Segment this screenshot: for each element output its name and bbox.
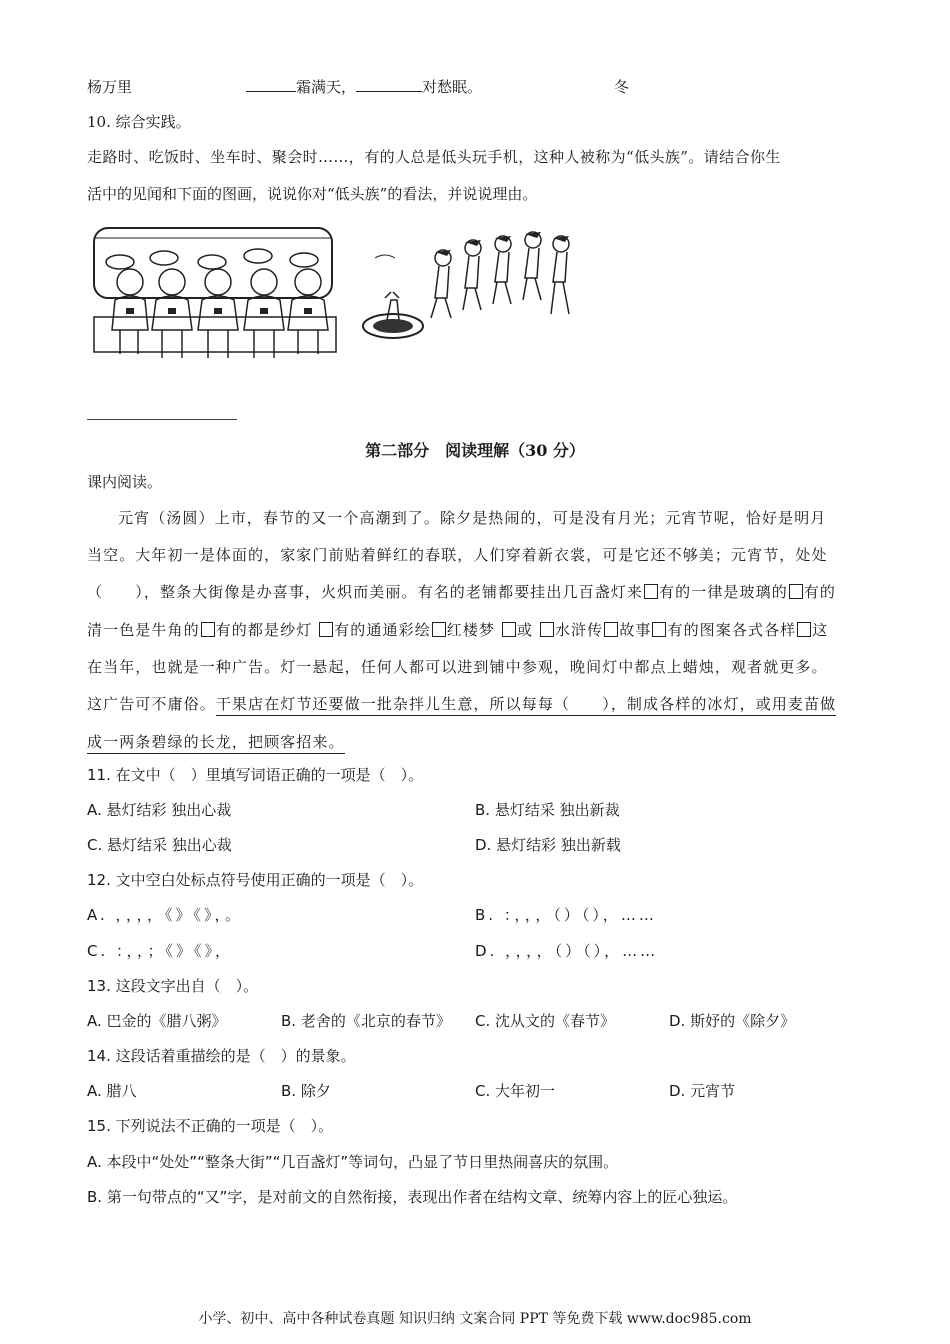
reading-label: 课内阅读。 (87, 473, 163, 491)
passage-line-4i: 这 (812, 621, 829, 639)
q9-part1: 霜满天， (296, 78, 357, 96)
q9-author: 杨万里 (87, 78, 133, 96)
q15-option-a[interactable]: A. 本段中“处处”“整条大街”“几百盏灯”等词句，凸显了节日里热闹喜庆的氛围。 (87, 1153, 619, 1171)
punct-box-2[interactable] (789, 584, 803, 599)
passage-line-1: 元宵（汤圆）上市，春节的又一个高潮到了。除夕是热闹的，可是没有月光；元宵节呢，恰好是明月 (118, 509, 827, 527)
passage-line-4c: 有的通通彩绘 (334, 621, 431, 639)
q14-option-b[interactable]: B. 除夕 (281, 1082, 331, 1100)
q12-option-d[interactable]: D. ，，，，（）（），…… (475, 942, 659, 960)
q13-option-d[interactable]: D. 斯妤的《除夕》 (669, 1012, 796, 1030)
q9-part2: 对愁眠。 (422, 78, 483, 96)
phone-people-train-illustration (90, 222, 340, 362)
q13-stem: 13. 这段文字出自（ ）。 (87, 977, 259, 995)
punct-box-3[interactable] (201, 622, 215, 637)
q10-line1: 走路时、吃饭时、坐车时、聚会时……，有的人总是低头玩手机，这种人被称为“低头族”。请结合你生 (87, 148, 781, 166)
passage-line-4d: 红楼梦 (446, 621, 496, 639)
punct-box-8[interactable] (604, 622, 618, 637)
q12-option-a[interactable]: A. ，，，，《》《》，。 (87, 906, 244, 924)
q14-option-c[interactable]: C. 大年初一 (475, 1082, 556, 1100)
section-separator (87, 419, 237, 420)
passage-line-2: 当空。大年初一是体面的，家家门前贴着鲜红的春联，人们穿着新衣裳，可是它还不够美；元宵节，处处 (87, 546, 828, 564)
q9-answer-row (87, 77, 132, 97)
q15-option-b[interactable]: B. 第一句带点的“又”字，是对前文的自然衔接，表现出作者在结构文章、统筹内容上的匠心独运。 (87, 1188, 738, 1206)
page-footer: 小学、初中、高中各种试卷真题 知识归纳 文案合同 PPT 等免费下载 www.doc985.com (198, 1311, 752, 1327)
q14-stem: 14. 这段话着重描绘的是（ ）的景象。 (87, 1047, 356, 1065)
q12-stem: 12. 文中空白处标点符号使用正确的一项是（ ）。 (87, 871, 424, 889)
passage-line-4e: 或 (516, 621, 534, 639)
q13-option-b[interactable]: B. 老舍的《北京的春节》 (281, 1012, 451, 1030)
phone-people-manhole-illustration (355, 218, 590, 348)
passage-line-6 (87, 694, 867, 714)
punct-box-1[interactable] (644, 584, 658, 599)
punct-box-5[interactable] (432, 622, 446, 637)
q9-season: 冬 (614, 78, 630, 96)
q9-blank-row (246, 77, 482, 97)
passage-underlined-sentence: 干果店在灯节还要做一批杂拌儿生意，所以每每（ ），制成各样的冰灯，或用麦苗做 (216, 695, 836, 716)
passage-line-3c: 有的 (803, 583, 837, 601)
passage-line-4 (87, 620, 867, 640)
punct-box-9[interactable] (652, 622, 666, 637)
q9-blank-1[interactable] (246, 77, 296, 92)
passage-line-3b: 有的一律是玻璃的 (659, 583, 788, 601)
q14-option-d[interactable]: D. 元宵节 (669, 1082, 736, 1100)
passage-line-6a: 这广告可不庸俗。 (87, 695, 216, 713)
punct-box-6[interactable] (502, 622, 516, 637)
passage-line-7 (87, 732, 867, 752)
q15-stem: 15. 下列说法不正确的一项是（ ）。 (87, 1117, 334, 1135)
passage-line-3 (87, 582, 867, 602)
q11-option-d[interactable]: D. 悬灯结彩 独出新载 (475, 836, 621, 854)
q13-option-a[interactable]: A. 巴金的《腊八粥》 (87, 1012, 227, 1030)
punct-box-10[interactable] (797, 622, 811, 637)
punct-box-4[interactable] (319, 622, 333, 637)
passage-line-3a: （ ），整条大街像是办喜事，火炽而美丽。有名的老铺都要挂出几百盏灯来 (87, 583, 644, 601)
passage-line-4h: 有的图案各式各样 (667, 621, 797, 639)
q11-option-b[interactable]: B. 悬灯结采 独出新裁 (475, 801, 620, 819)
passage-line-4f: 水浒传 (554, 621, 604, 639)
passage-line-4g: 故事 (619, 621, 652, 639)
q13-option-c[interactable]: C. 沈从文的《春节》 (475, 1012, 616, 1030)
passage-line-4a: 清一色是牛角的 (87, 621, 200, 639)
passage-line-4b: 有的都是纱灯 (215, 621, 313, 639)
q11-option-a[interactable]: A. 悬灯结彩 独出心裁 (87, 801, 232, 819)
q14-option-a[interactable]: A. 腊八 (87, 1082, 137, 1100)
passage-underlined-end: 成一两条碧绿的长龙，把顾客招来。 (87, 733, 345, 754)
punct-box-7[interactable] (540, 622, 554, 637)
passage-line-5: 在当年，也就是一种广告。灯一悬起，任何人都可以进到铺中参观，晚间灯中都点上蜡烛，观者就更多。 (87, 658, 828, 676)
q9-blank-2[interactable] (356, 77, 422, 92)
q10-line2: 活中的见闻和下面的图画，说说你对“低头族”的看法，并说说理由。 (87, 185, 538, 203)
q12-option-b[interactable]: B. ：，，，（）（），…… (475, 906, 657, 924)
q11-option-c[interactable]: C. 悬灯结采 独出心裁 (87, 836, 232, 854)
q10-heading: 10. 综合实践。 (87, 113, 191, 131)
q11-stem: 11. 在文中（ ）里填写词语正确的一项是（ ）。 (87, 766, 424, 784)
part2-title: 第二部分 阅读理解（30 分） (365, 441, 585, 460)
q12-option-c[interactable]: C. ：，，；《》《》， (87, 942, 234, 960)
